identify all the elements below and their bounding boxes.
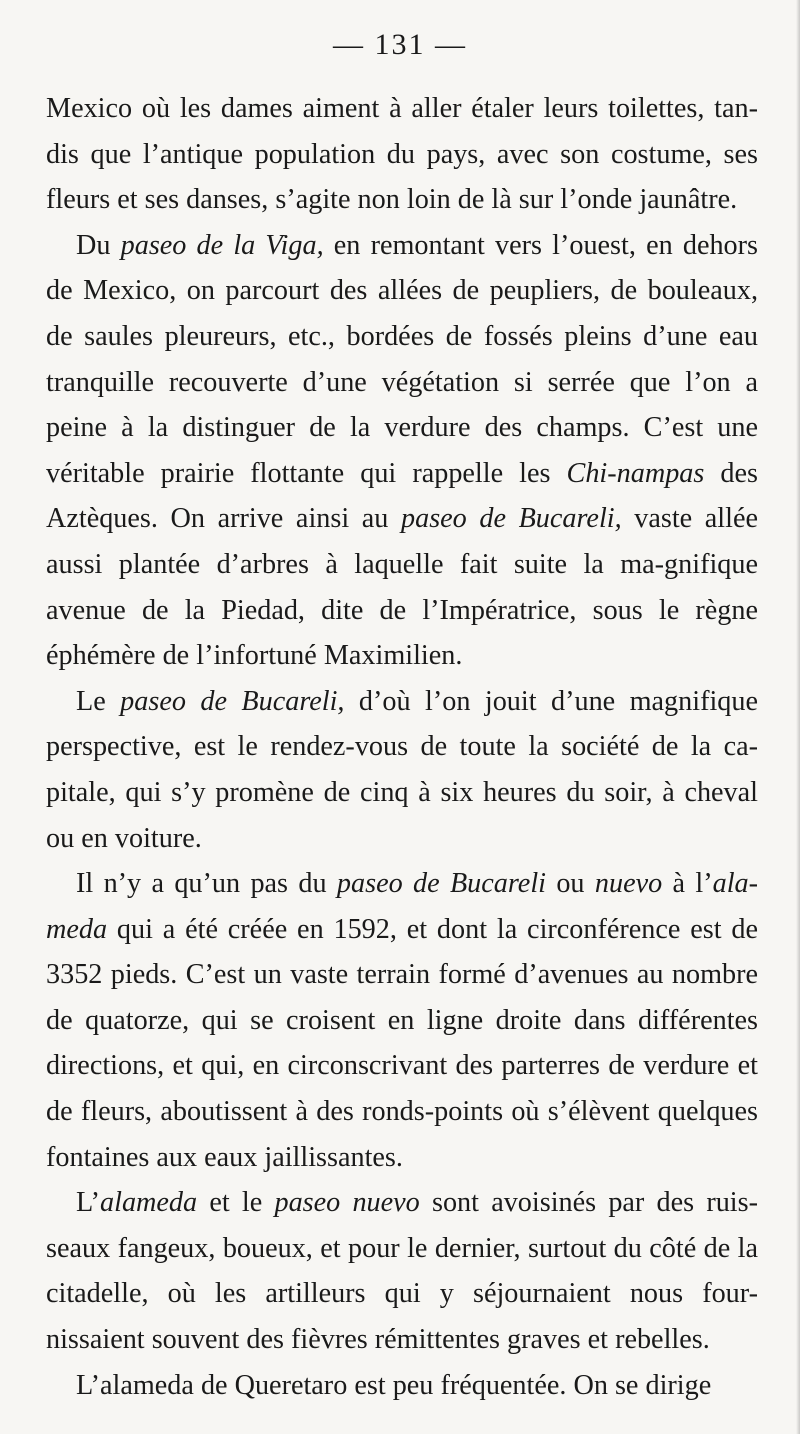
text-segment: vaste allée aussi plantée d’arbres à laquelle fait suite la ma-gnifique avenue de la Piedad, dite de l’Impératrice, sous le règne éphémère de l’infortuné Maximilien. bbox=[46, 503, 758, 672]
paragraph-6 bbox=[46, 1363, 758, 1409]
text-segment: Du bbox=[76, 229, 121, 261]
italic-term: paseo de Bucareli bbox=[336, 868, 546, 900]
page-number: — 131 — bbox=[333, 28, 467, 61]
italic-term: nuevo bbox=[594, 868, 663, 900]
paragraph-5 bbox=[46, 1180, 758, 1362]
text-segment: à l’ bbox=[662, 868, 713, 900]
italic-term: alameda bbox=[100, 1187, 198, 1219]
text-segment: des Aztèques. On arrive ainsi au bbox=[46, 457, 758, 535]
italic-term: paseo de Bucareli, bbox=[120, 685, 345, 717]
italic-term: paseo de la Viga, bbox=[120, 229, 324, 261]
text-segment: Mexico où les dames aiment à aller étaler leurs toilettes, tan-dis que l’antique population du pays, avec son costume, ses fleurs et ses danses, s’agite non loin de là sur l’onde jaunâtre. bbox=[46, 93, 758, 216]
italic-term: paseo de Bucareli, bbox=[401, 503, 622, 535]
page-edge-shadow bbox=[796, 0, 800, 1434]
italic-term: paseo nuevo bbox=[274, 1187, 420, 1219]
page-body bbox=[46, 86, 758, 1408]
paragraph-1 bbox=[46, 86, 758, 223]
text-segment: ou bbox=[545, 868, 595, 900]
text-segment: qui a été créée en 1592, et dont la circonférence est de 3352 pieds. C’est un vaste terrain formé d’avenues au nombre de quatorze, qui se croisent en ligne droite dans différentes directions, et qui, en circonscrivant des parterres de verdure et de fleurs, aboutissent à des ronds-points où s’élèvent quelques fontaines aux eaux jaillissantes. bbox=[46, 913, 758, 1173]
text-segment: et le bbox=[197, 1187, 275, 1219]
text-segment: L’ bbox=[76, 1187, 101, 1219]
text-segment: Il n’y a qu’un pas du bbox=[76, 868, 337, 900]
text-segment: L’alameda de Queretaro est peu fréquentée. On se dirige bbox=[76, 1369, 712, 1401]
paragraph-3 bbox=[46, 679, 758, 861]
italic-term: ala-meda bbox=[46, 868, 759, 945]
italic-term: Chi-nampas bbox=[566, 457, 705, 489]
text-segment: sont avoisinés par des ruis-seaux fangeux, boueux, et pour le dernier, surtout du côté de la citadelle, où les artilleurs qui y séjournaient nous four-nissaient souvent des fièvres rémittentes graves et rebelles. bbox=[46, 1187, 758, 1356]
text-segment: Le bbox=[76, 685, 121, 717]
text-segment: d’où l’on jouit d’une magnifique perspective, est le rendez-vous de toute la société de la ca-pitale, qui s’y promène de cinq à six heures du soir, à cheval ou en voiture. bbox=[46, 685, 758, 854]
paragraph-4 bbox=[46, 861, 758, 1180]
text-segment: en remontant vers l’ouest, en dehors de Mexico, on parcourt des allées de peupliers, de bouleaux, de saules pleureurs, etc., bordées de fossés pleins d’une eau tranquille recouverte d’une végétation si serrée que l’on a peine à la distinguer de la verdure des champs. C’est une véritable prairie flottante qui rappelle les bbox=[46, 229, 758, 489]
paragraph-2 bbox=[46, 223, 758, 679]
